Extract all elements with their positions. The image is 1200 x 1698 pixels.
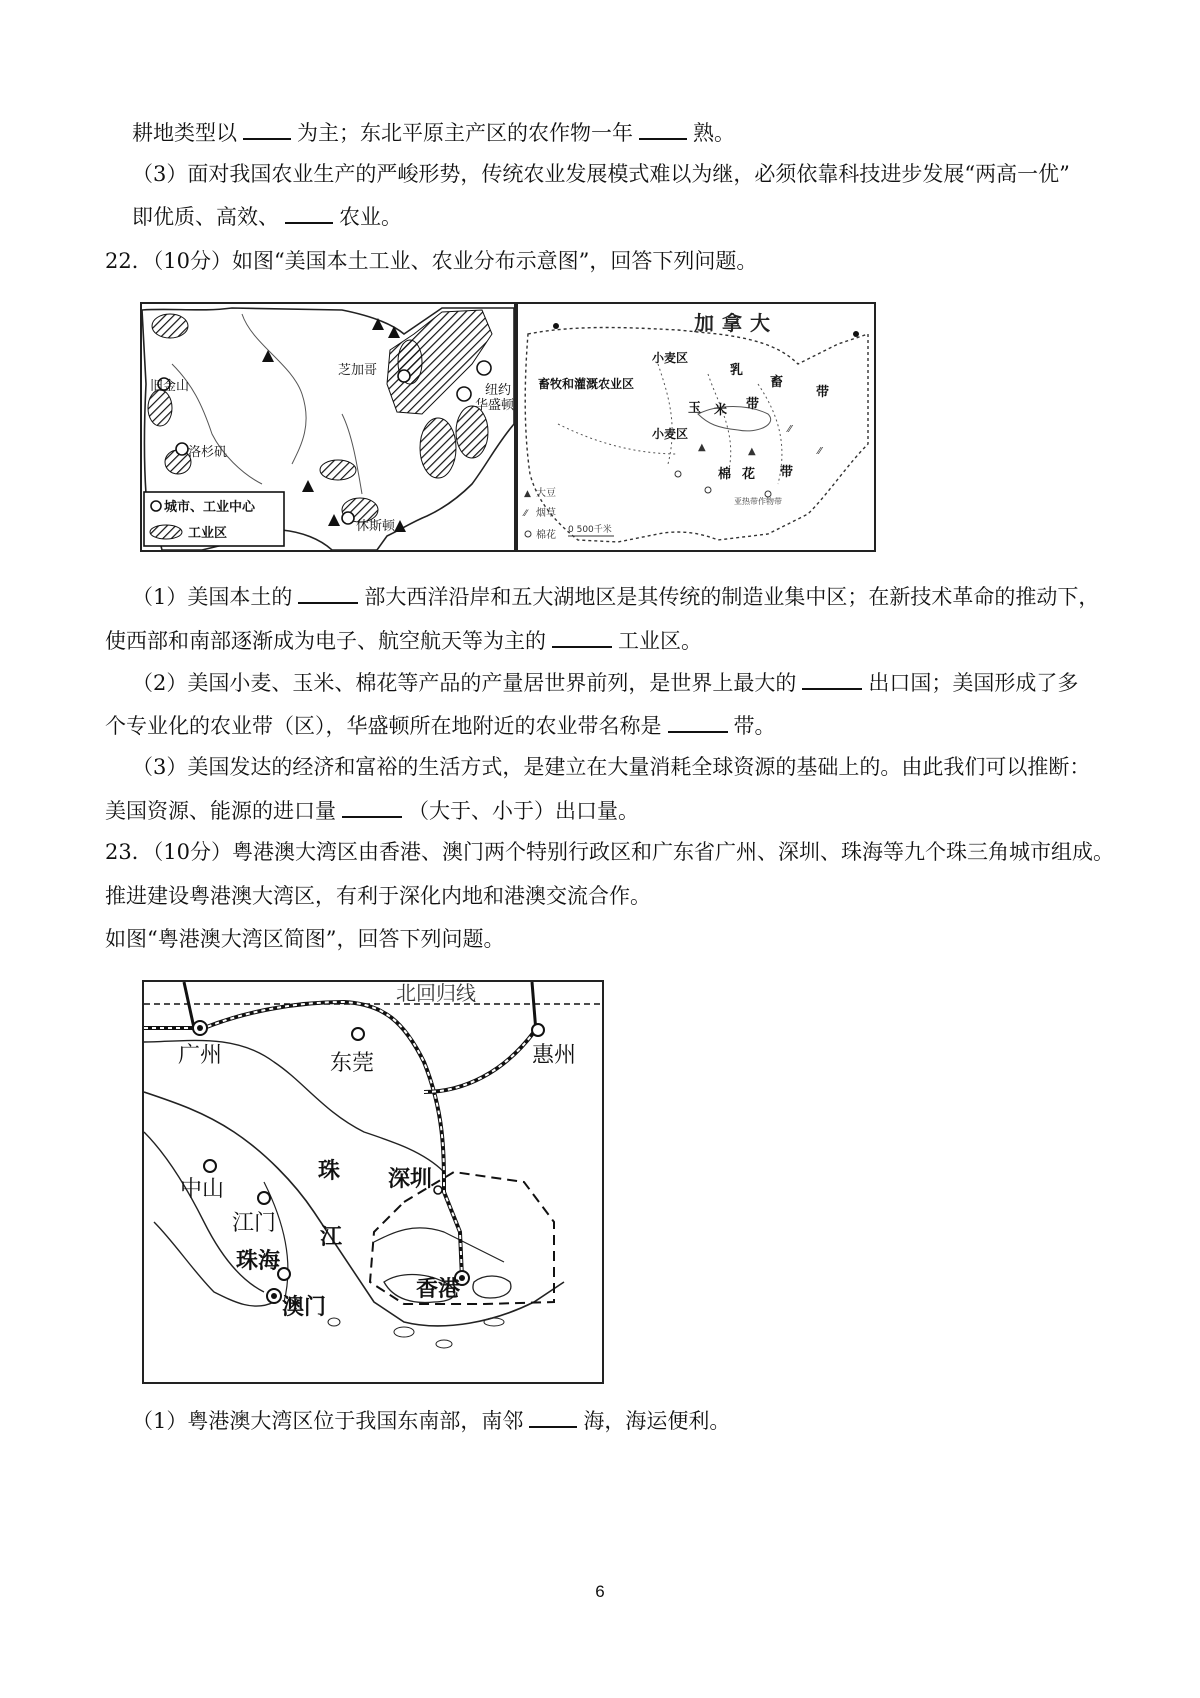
cotton-icon <box>705 487 711 493</box>
label-ranching: 畜牧和灌溉农业区 <box>538 377 635 391</box>
answer-blank[interactable] <box>285 202 333 224</box>
q22-p1-line2 <box>105 626 702 655</box>
answer-blank[interactable] <box>243 118 291 140</box>
q21-cont-mid: 为主；东北平原主产区的农作物一年 <box>297 121 633 145</box>
mountain-icon <box>302 480 314 492</box>
dot-icon <box>853 331 859 337</box>
q23-p1-post: 海，海运便利。 <box>583 1409 731 1433</box>
industrial-area <box>152 314 188 338</box>
city-label-jiangmen: 江门 <box>232 1211 277 1236</box>
us-industry-map <box>140 302 516 552</box>
answer-blank[interactable] <box>552 626 612 648</box>
label-dairy-1: 乳 <box>730 363 744 378</box>
soybean-icon: ▲ <box>524 489 531 499</box>
q21-cont-pre: 耕地类型以 <box>132 121 237 145</box>
legend-area-label: 工业区 <box>188 526 228 541</box>
q22-p1-post: 部大西洋沿岸和五大湖地区是其传统的制造业集中区；在新技术革命的推动下， <box>364 585 1100 609</box>
scale-label: 0 500千米 <box>568 525 612 535</box>
answer-blank[interactable] <box>342 796 402 818</box>
us-agriculture-map-svg <box>518 304 874 550</box>
city-label-hong-kong: 香港 <box>416 1277 461 1302</box>
city-label-zhuhai: 珠海 <box>236 1249 281 1274</box>
q22-p2-pre: （2）美国小麦、玉米、棉花等产品的产量居世界前列，是世界上最大的 <box>132 671 797 695</box>
industrial-area <box>456 406 488 458</box>
label-cotton-1: 棉 <box>718 467 732 482</box>
city-marker <box>258 1192 270 1204</box>
label-wheat-north: 小麦区 <box>652 351 689 365</box>
mountain-icon <box>388 326 400 338</box>
tobacco-icon: ⁄⁄ <box>524 509 528 519</box>
tobacco-icon: ⁄⁄ <box>788 424 792 435</box>
q22-p3-line2 <box>105 796 639 825</box>
city-label-huizhou: 惠州 <box>532 1043 577 1068</box>
river-label-zhu: 珠 <box>318 1159 341 1184</box>
city-label-new-york: 纽约 <box>485 383 512 398</box>
answer-blank[interactable] <box>802 668 862 690</box>
q22-p1-line1 <box>132 582 1099 611</box>
page-number: 6 <box>595 1582 605 1601</box>
city-label-chicago: 芝加哥 <box>338 363 378 378</box>
q22-p3-line2-post: （大于、小于）出口量。 <box>408 799 639 823</box>
q22-p2-line2 <box>105 711 776 740</box>
answer-blank[interactable] <box>529 1406 577 1428</box>
q22-p1-line2-post: 工业区。 <box>618 629 702 653</box>
q23-header: 23．（10分）粤港澳大湾区由香港、澳门两个特别行政区和广东省广州、深圳、珠海等九个珠三角城市组成。 <box>105 840 1114 864</box>
legend-city-icon <box>151 501 161 511</box>
q22-p2-post: 出口国；美国形成了多 <box>868 671 1079 695</box>
legend-tobacco: 烟草 <box>536 508 556 519</box>
legend-cotton: 棉花 <box>536 530 556 541</box>
soybean-icon: ▲ <box>698 442 706 453</box>
answer-blank[interactable] <box>639 118 687 140</box>
cotton-icon <box>675 471 681 477</box>
q23-p1-pre: （1）粤港澳大湾区位于我国东南部，南邻 <box>132 1409 524 1433</box>
cotton-icon <box>525 531 531 537</box>
city-marker <box>352 1028 364 1040</box>
mountain-icon <box>372 318 384 330</box>
mountain-icon <box>262 350 274 362</box>
answer-blank[interactable] <box>298 582 358 604</box>
legend-area-icon <box>150 525 182 539</box>
industrial-area <box>320 460 356 480</box>
city-marker <box>204 1160 216 1172</box>
river-label-jiang: 江 <box>320 1225 343 1250</box>
city-label-washington: 华盛顿 <box>475 398 514 413</box>
industrial-area <box>148 390 172 426</box>
q23-line3: 如图“粤港澳大湾区简图”，回答下列问题。 <box>105 927 505 951</box>
label-corn-2: 米 <box>714 403 728 418</box>
tobacco-icon: ⁄⁄ <box>818 446 822 457</box>
mountain-icon <box>328 514 340 526</box>
q22-p3-line2-pre: 美国资源、能源的进口量 <box>105 799 336 823</box>
city-label-houston: 休斯顿 <box>356 519 396 534</box>
city-label-guangzhou: 广州 <box>178 1043 223 1068</box>
dot-icon <box>553 323 559 329</box>
q22-p1-line2-pre: 使西部和南部逐渐成为电子、航空航天等为主的 <box>105 629 546 653</box>
q21-cont-post: 熟。 <box>693 121 735 145</box>
legend-city-label: 城市、工业中心 <box>164 500 256 515</box>
tropic-label: 北回归线 <box>396 982 476 1005</box>
railway-line <box>424 1032 534 1092</box>
q21-p3-line2 <box>132 202 402 231</box>
city-marker <box>477 361 491 375</box>
city-label-los-angeles: 洛杉矶 <box>188 445 228 460</box>
q22-p2-line2-pre: 个专业化的农业带（区），华盛顿所在地附近的农业带名称是 <box>105 714 662 738</box>
label-canada: 加拿大 <box>694 311 778 335</box>
label-dairy-2: 畜 <box>770 375 784 390</box>
q22-p3-line1: （3）美国发达的经济和富裕的生活方式，是建立在大量消耗全球资源的基础上的。由此我们可以推断： <box>132 755 1091 779</box>
answer-blank[interactable] <box>668 711 728 733</box>
label-corn-1: 玉 <box>688 401 702 416</box>
city-label-macau: 澳门 <box>282 1295 327 1320</box>
q21-p3-line2-pre: 即优质、高效、 <box>132 205 279 229</box>
q22-p2-line2-post: 带。 <box>733 714 776 738</box>
label-cotton-2: 花 <box>742 467 756 482</box>
city-marker <box>342 512 354 524</box>
us-agriculture-map <box>516 302 876 552</box>
q21-cont-line <box>132 118 735 147</box>
label-subtropical: 亚热带作物带 <box>734 497 782 506</box>
city-label-shenzhen: 深圳 <box>388 1167 433 1192</box>
industrial-area <box>420 418 456 478</box>
q21-p3-line1: （3）面对我国农业生产的严峻形势，传统农业发展模式难以为继，必须依靠科技进步发展“两高一优” <box>132 162 1070 186</box>
label-wheat-south: 小麦区 <box>652 427 689 441</box>
q22-p2-line1 <box>132 668 1078 697</box>
label-cotton-3: 带 <box>780 465 794 480</box>
city-label-dongguan: 东莞 <box>330 1051 375 1076</box>
us-industry-map-svg <box>142 304 514 550</box>
city-marker <box>434 1186 442 1194</box>
q23-p1 <box>132 1406 730 1435</box>
greater-bay-area-map <box>142 980 604 1384</box>
soybean-icon: ▲ <box>748 446 756 457</box>
q21-p3-line2-post: 农业。 <box>339 205 402 229</box>
legend-soybean: 大豆 <box>536 488 556 499</box>
q22-p1-pre: （1）美国本土的 <box>132 585 293 609</box>
city-marker <box>457 387 471 401</box>
q22-header: 22．（10分）如图“美国本土工业、农业分布示意图”，回答下列问题。 <box>105 249 758 273</box>
q23-line2: 推进建设粤港澳大湾区，有利于深化内地和港澳交流合作。 <box>105 884 651 908</box>
city-label-san-francisco: 旧金山 <box>150 379 190 394</box>
city-marker <box>398 370 410 382</box>
label-corn-3: 带 <box>746 397 760 412</box>
city-marker <box>532 1024 544 1036</box>
city-marker <box>176 443 188 455</box>
label-dairy-3: 带 <box>816 385 830 400</box>
city-label-zhongshan: 中山 <box>180 1177 225 1202</box>
mountain-icon <box>394 520 406 532</box>
greater-bay-area-map-svg <box>144 982 602 1382</box>
